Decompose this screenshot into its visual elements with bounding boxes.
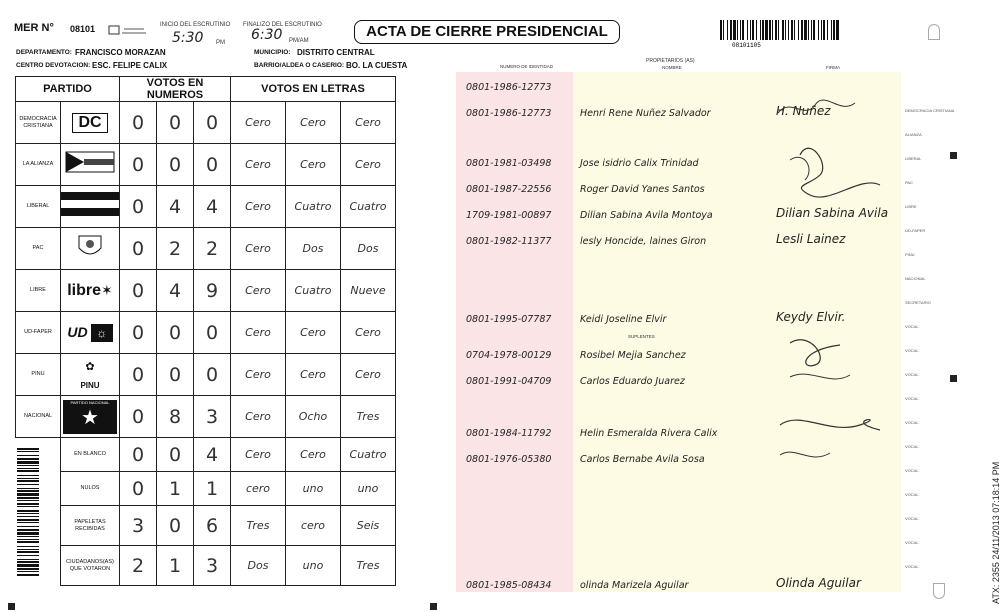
summary-word: Cero [231, 438, 286, 472]
col-numeros: VOTOS EN NUMEROS [120, 77, 231, 102]
barcode-bar [765, 20, 768, 40]
barcode-bar [17, 519, 39, 521]
barcode-bar [720, 20, 722, 40]
start-label: INICIO DEL ESCRUTINIO [160, 22, 231, 28]
vote-number: 4 [194, 186, 231, 228]
barcode-bar [17, 574, 39, 576]
vote-word: Cuatro [341, 186, 396, 228]
member-id: 0801-1982-11377 [466, 236, 552, 247]
member-signature: Lesli Lainez [776, 232, 846, 246]
document-title: ACTA DE CIERRE PRESIDENCIAL [354, 20, 620, 44]
barcode-bar [17, 488, 39, 489]
suplentes-label: SUPLENTES [628, 334, 655, 339]
vote-number: 0 [194, 312, 231, 354]
barcode-bar [821, 20, 822, 40]
summary-word: Dos [231, 546, 286, 586]
summary-number: 0 [157, 506, 194, 546]
summary-number: 4 [194, 438, 231, 472]
barcode-bar [17, 468, 39, 469]
summary-number: 1 [157, 546, 194, 586]
corner-mark [928, 24, 940, 40]
end-time: 6:30 [251, 27, 283, 43]
party-row [16, 270, 396, 312]
vote-number: 0 [157, 312, 194, 354]
right-label: VOCAL [905, 348, 919, 353]
right-label: LIBERAL [905, 156, 922, 161]
vote-number: 0 [194, 354, 231, 396]
vote-word: Dos [286, 228, 341, 270]
right-label: VOCAL [905, 372, 919, 377]
vote-word: Cero [341, 144, 396, 186]
vote-number: 0 [120, 102, 157, 144]
summary-number: 0 [120, 438, 157, 472]
registration-mark [8, 603, 15, 610]
barcode-bar [813, 20, 815, 40]
right-label: VOCAL [905, 396, 919, 401]
barcode-bar [17, 503, 39, 505]
vote-word: Cuatro [286, 270, 341, 312]
vote-word: Nueve [341, 270, 396, 312]
vote-number: 3 [194, 396, 231, 438]
centro-label: CENTRO DEVOTACION: [16, 62, 91, 69]
barcode-bar [785, 20, 786, 40]
member-id: 0704-1978-00129 [466, 350, 552, 361]
barcode-bar [762, 20, 764, 40]
right-label: VOCAL [905, 444, 919, 449]
member-name: Henri Rene Nuñez Salvador [580, 108, 711, 119]
start-ampm: PM [216, 40, 225, 46]
barcode-bar [17, 541, 39, 543]
vote-word: Ocho [286, 396, 341, 438]
barcode-bar [17, 513, 39, 514]
party-logo [61, 228, 120, 270]
member-id: 1709-1981-00897 [466, 210, 552, 221]
barcode-bar [17, 490, 39, 492]
right-label: NACIONAL [905, 276, 926, 281]
member-name: Keidi Joseline Elvir [580, 314, 667, 325]
vote-number: 0 [194, 102, 231, 144]
right-label: VOCAL [905, 468, 919, 473]
vote-number: 0 [120, 270, 157, 312]
barcode-bar [778, 20, 779, 40]
barcode-bar [17, 484, 39, 485]
barrio-value: BO. LA CUESTA [346, 61, 408, 70]
vote-word: Cero [231, 270, 286, 312]
party-name: LIBRE [16, 270, 61, 312]
summary-row [16, 472, 396, 506]
barcode-bar [17, 478, 39, 479]
right-label: PAC [905, 180, 913, 185]
vote-number: 4 [157, 186, 194, 228]
party-row [16, 144, 396, 186]
right-label: VOCAL [905, 516, 919, 521]
summary-label: CIUDADANOS(AS) QUE VOTARON [61, 546, 120, 586]
barcode-bar [827, 20, 828, 40]
summary-number: 1 [194, 472, 231, 506]
vote-number: 0 [120, 228, 157, 270]
end-ampm: PM/AM [289, 38, 309, 44]
party-name: PINU [16, 354, 61, 396]
vote-number: 0 [120, 312, 157, 354]
summary-number: 0 [157, 438, 194, 472]
right-label: VOCAL [905, 540, 919, 545]
vote-number: 0 [120, 396, 157, 438]
summary-word: Tres [341, 546, 396, 586]
summary-label: EN BLANCO [61, 438, 120, 472]
party-logo: libre✶ [61, 270, 120, 312]
side-barcode [17, 448, 59, 578]
barcode-bar [17, 493, 39, 496]
summary-label: NULOS [61, 472, 120, 506]
summary-number: 6 [194, 506, 231, 546]
vote-word: Cero [231, 144, 286, 186]
right-label: VOCAL [905, 492, 919, 497]
signature-scribbles [770, 95, 900, 595]
barcode-bar [17, 522, 39, 523]
barcode-bar [740, 20, 741, 40]
member-name: Carlos Eduardo Juarez [580, 376, 685, 387]
member-name: Dilian Sabina Avila Montoya [580, 210, 713, 221]
barcode-bar [17, 480, 39, 482]
right-label: VOCAL [905, 420, 919, 425]
barcode-bar [17, 568, 39, 570]
member-name: Jose isidrio Calix Trinidad [580, 158, 699, 169]
vote-number: 2 [194, 228, 231, 270]
member-name: Rosibel Mejia Sanchez [580, 350, 686, 361]
party-logo: DC [61, 102, 120, 144]
barcode-bar [791, 20, 793, 40]
vote-number: 0 [157, 354, 194, 396]
barcode-bar [17, 564, 39, 567]
barcode-bar [750, 20, 751, 40]
registration-mark [950, 152, 957, 159]
party-logo: UD ☼ [61, 312, 120, 354]
vote-word: Tres [341, 396, 396, 438]
start-time: 5:30 [172, 30, 204, 46]
right-label: VOCAL [905, 324, 919, 329]
barcode-bar [733, 20, 736, 40]
vote-number: 0 [157, 144, 194, 186]
barcode-bar [798, 20, 799, 40]
member-signature: H. Nuñez [776, 104, 831, 118]
barcode-bar [17, 458, 39, 460]
vote-word: Cero [231, 102, 286, 144]
barcode-bar [17, 536, 39, 537]
party-name: UD-FAPER [16, 312, 61, 354]
barcode-bar [17, 461, 39, 464]
vote-number: 0 [194, 144, 231, 186]
member-id: 0801-1981-03498 [466, 158, 552, 169]
muni-value: DISTRITO CENTRAL [297, 48, 375, 57]
vote-word: Cuatro [286, 186, 341, 228]
barcode-bar [794, 20, 795, 40]
barcode-bar [823, 20, 825, 40]
centro-value: ESC. FELIPE CALIX [92, 61, 168, 70]
party-row [16, 102, 396, 144]
vote-word: Cero [341, 354, 396, 396]
barcode-bar [760, 20, 761, 40]
votes-table [15, 76, 396, 586]
summary-word: Seis [341, 506, 396, 546]
member-name: lesly Honcide, laines Giron [580, 236, 707, 247]
header-barcode [720, 20, 840, 48]
vote-word: Cero [231, 312, 286, 354]
vote-word: Dos [341, 228, 396, 270]
barrio-label: BARRIO/ALDEA O CASERIO: [254, 62, 345, 69]
col-letras: VOTOS EN LETRAS [231, 77, 396, 102]
summary-word: Tres [231, 506, 286, 546]
muni-label: MUNICIPIO: [254, 49, 291, 56]
summary-word: Cuatro [341, 438, 396, 472]
member-id: 0801-1987-22556 [466, 184, 552, 195]
member-name: Roger David Yanes Santos [580, 184, 705, 195]
summary-number: 3 [194, 546, 231, 586]
right-label: ALIANZA [905, 132, 922, 137]
vote-word: Cero [341, 312, 396, 354]
barcode-bar [727, 20, 728, 40]
vote-word: Cero [341, 102, 396, 144]
vote-word: Cero [231, 396, 286, 438]
barcode-bar [730, 20, 732, 40]
barcode-bar [17, 549, 39, 550]
corner-mark [933, 583, 945, 599]
barcode-bar [17, 559, 39, 560]
mer-label: MER N° [14, 22, 54, 34]
party-row [16, 312, 396, 354]
summary-number: 2 [120, 546, 157, 586]
vote-word: Cero [286, 312, 341, 354]
right-label: VOCAL [905, 564, 919, 569]
right-label: DEMOCRACIA CRISTIANA [905, 108, 955, 113]
vote-word: Cero [231, 186, 286, 228]
vote-word: Cero [231, 354, 286, 396]
barcode-bar [769, 20, 771, 40]
barcode-bar [756, 20, 757, 40]
vote-number: 2 [157, 228, 194, 270]
barcode-bar [811, 20, 812, 40]
identidad-column [456, 72, 573, 592]
party-name: PAC [16, 228, 61, 270]
barcode-bar [775, 20, 777, 40]
party-logo [61, 144, 120, 186]
registration-mark [430, 603, 437, 610]
side-stamp: ATX: 2355 24/11/2013 07:18:14 PM [991, 461, 1001, 604]
tse-logo [108, 23, 148, 35]
summary-row [16, 438, 396, 472]
vote-number: 0 [120, 144, 157, 186]
barcode-bar [17, 470, 39, 472]
col-partido: PARTIDO [16, 77, 120, 102]
summary-label: PAPELETAS RECIBIDAS [61, 506, 120, 546]
summary-row [16, 506, 396, 546]
vote-word: Cero [231, 228, 286, 270]
party-logo: PARTIDO NACIONAL ★ [61, 396, 120, 438]
end-label: FINALIZO DEL ESCRUTINIO [243, 22, 322, 28]
member-id: 0801-1984-11792 [466, 428, 552, 439]
barcode-bar [752, 20, 754, 40]
barcode-bar [17, 516, 39, 517]
barcode-bar [818, 20, 819, 40]
col-firma: FIRMA [826, 65, 840, 70]
vote-number: 0 [120, 354, 157, 396]
summary-word: cero [231, 472, 286, 506]
summary-number: 0 [120, 472, 157, 506]
summary-word: uno [286, 546, 341, 586]
summary-word: cero [286, 506, 341, 546]
barcode-number: 08101105 [732, 42, 761, 48]
dept-value: FRANCISCO MORAZAN [75, 48, 166, 57]
col-propietarios: PROPIETARIOS (AS) [646, 58, 695, 64]
barcode-bar [808, 20, 809, 40]
barcode-bar [782, 20, 784, 40]
vote-number: 9 [194, 270, 231, 312]
member-name: Helin Esmeralda Rivera Calix [580, 428, 718, 439]
vote-word: Cero [286, 102, 341, 144]
col-identidad: NUMERO DE IDENTIDAD [500, 64, 554, 69]
summary-word: uno [286, 472, 341, 506]
party-row [16, 228, 396, 270]
right-label: LIBRE [905, 204, 917, 209]
barcode-bar [723, 20, 724, 40]
right-label: UD-FAPER [905, 228, 926, 233]
barcode-bar [772, 20, 773, 40]
barcode-bar [17, 475, 39, 476]
member-id: 0801-1991-04709 [466, 376, 552, 387]
barcode-bar [747, 20, 748, 40]
vote-word: Cero [286, 354, 341, 396]
party-name: DEMOCRACIA CRISTIANA [16, 102, 61, 144]
party-name: LA ALIANZA [16, 144, 61, 186]
member-signature: Keydy Elvir. [776, 310, 846, 324]
barcode-bar [17, 506, 39, 507]
party-row [16, 396, 396, 438]
member-name: Carlos Bernabe Avila Sosa [580, 454, 705, 465]
barcode-bar [17, 448, 39, 450]
summary-number: 3 [120, 506, 157, 546]
vote-number: 0 [157, 102, 194, 144]
barcode-bar [833, 20, 835, 40]
barcode-bar [17, 561, 39, 563]
barcode-bar [836, 20, 839, 40]
vote-word: Cero [286, 144, 341, 186]
party-name: LIBERAL [16, 186, 61, 228]
summary-number: 1 [157, 472, 194, 506]
barcode-bar [831, 20, 832, 40]
barcode-bar [17, 526, 39, 527]
vote-number: 4 [157, 270, 194, 312]
barcode-bar [17, 497, 39, 499]
barcode-bar [17, 510, 39, 512]
member-id: 0801-1985-08434 [466, 580, 552, 591]
member-id: 0801-1976-05380 [466, 454, 552, 465]
summary-row [16, 546, 396, 586]
barcode-bar [17, 571, 39, 572]
dept-label: DEPARTAMENTO: [16, 49, 72, 56]
party-logo [61, 186, 120, 228]
right-label: PINU [905, 252, 915, 257]
barcode-bar [788, 20, 789, 40]
vote-number: 8 [157, 396, 194, 438]
barcode-bar [737, 20, 738, 40]
mer-number: 08101 [70, 24, 96, 34]
registration-mark [950, 375, 957, 382]
member-name: olinda Marizela Aguilar [580, 580, 689, 591]
party-row [16, 354, 396, 396]
member-signature: Dilian Sabina Avila [776, 206, 889, 220]
right-label: SECRETARIO [905, 300, 931, 305]
party-row [16, 186, 396, 228]
member-id: 0801-1986-12773 [466, 82, 552, 93]
barcode-bar [17, 500, 39, 501]
party-name: NACIONAL [16, 396, 61, 438]
barcode-bar [17, 546, 39, 547]
vote-number: 0 [120, 186, 157, 228]
barcode-bar [17, 455, 39, 456]
member-signature: Olinda Aguilar [776, 576, 861, 590]
col-nombre: NOMBRE [662, 65, 682, 70]
barcode-bar [17, 539, 39, 540]
barcode-bar [804, 20, 807, 40]
barcode-bar [17, 532, 39, 535]
barcode-bar [17, 555, 39, 556]
member-id: 0801-1986-12773 [466, 108, 552, 119]
summary-word: Cero [286, 438, 341, 472]
party-logo: ✿ PINU [61, 354, 120, 396]
summary-word: uno [341, 472, 396, 506]
barcode-bar [742, 20, 744, 40]
barcode-bar [17, 465, 39, 466]
barcode-bar [17, 451, 39, 452]
barcode-bar [801, 20, 803, 40]
barcode-bar [17, 551, 39, 553]
barcode-bar [17, 529, 39, 531]
member-id: 0801-1995-07787 [466, 314, 552, 325]
